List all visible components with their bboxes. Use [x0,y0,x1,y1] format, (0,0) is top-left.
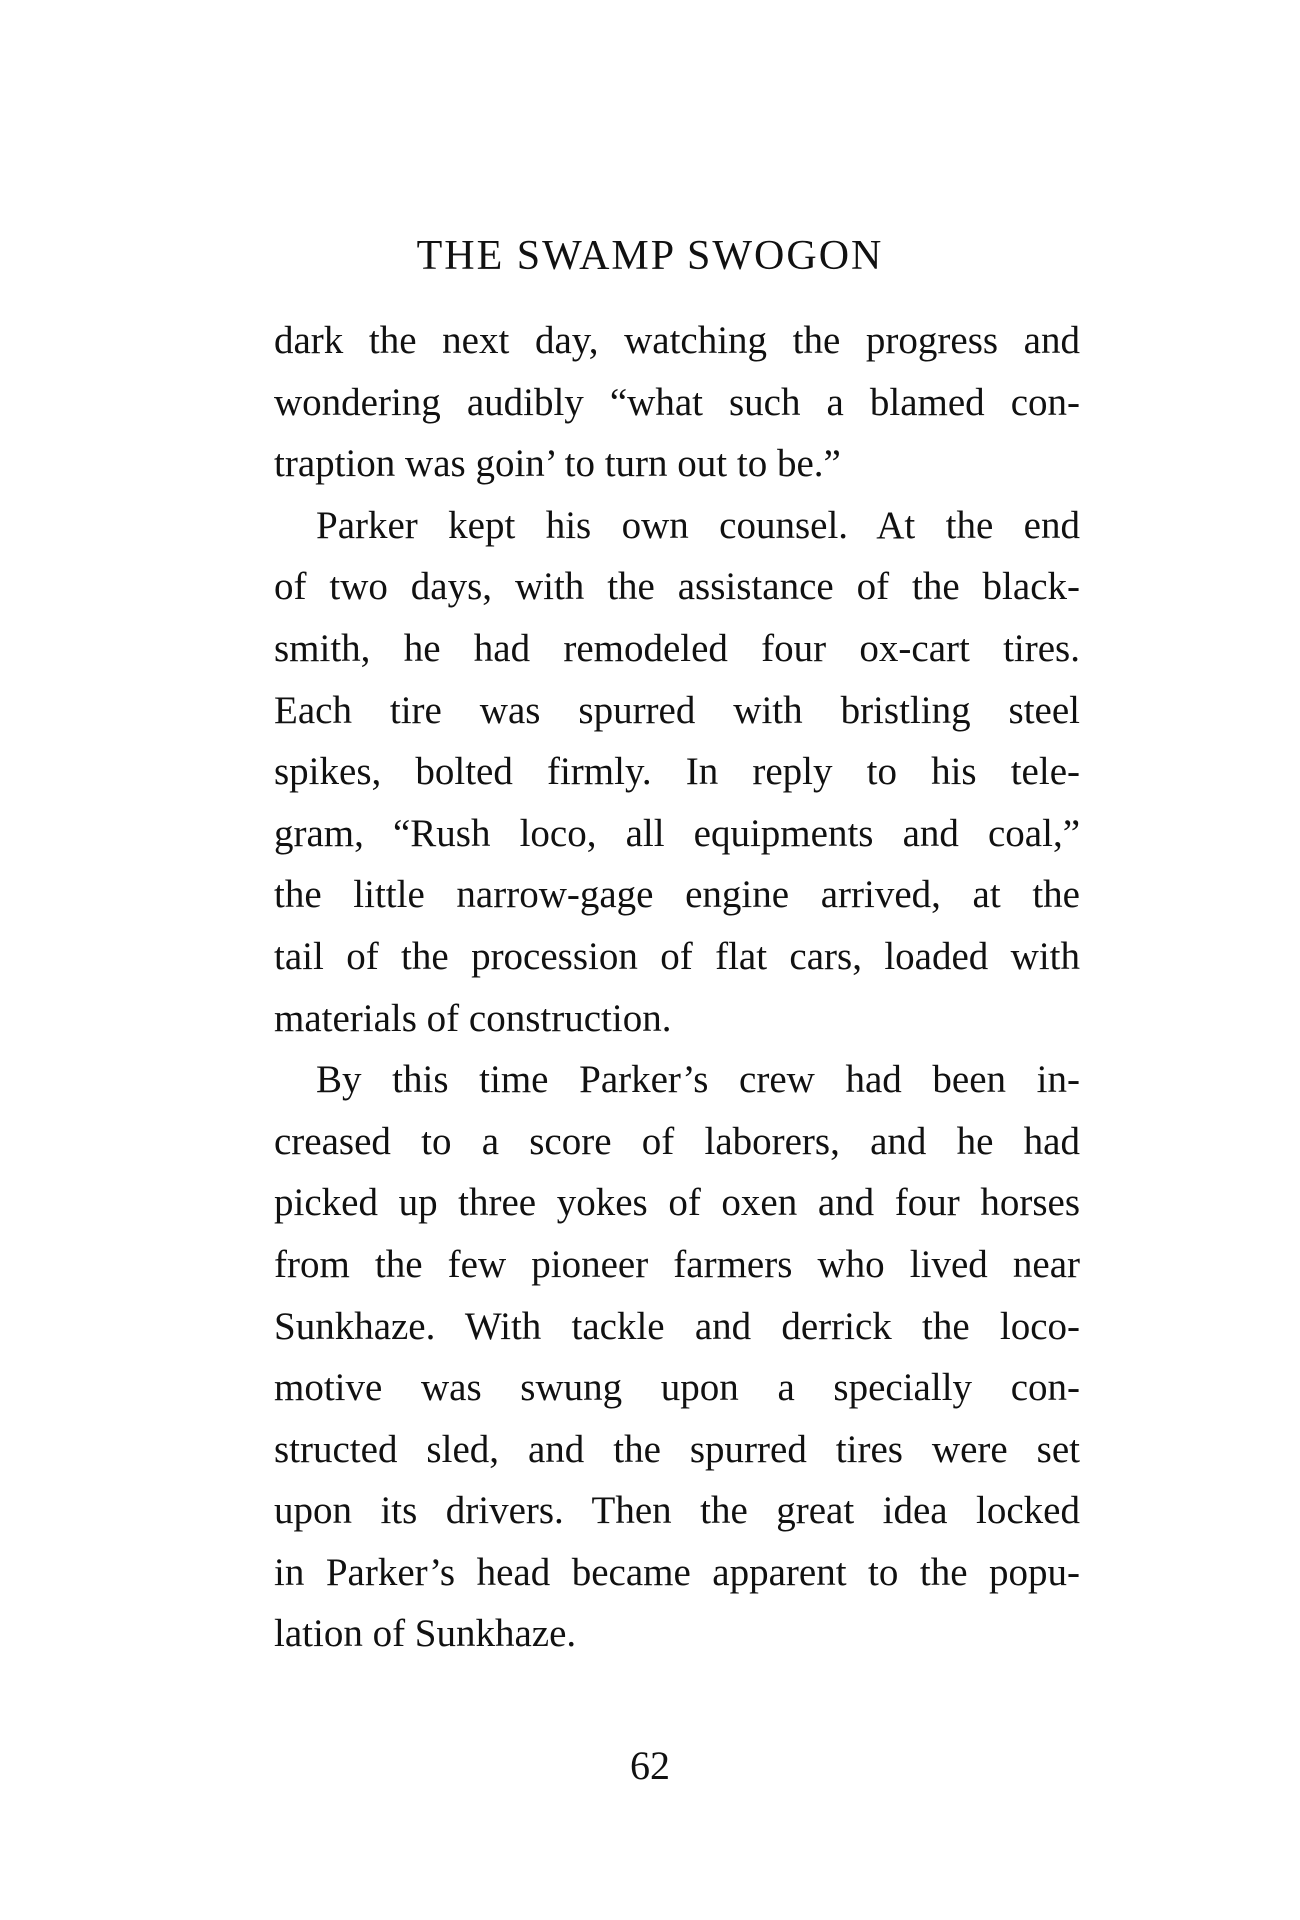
running-title: THE SWAMP SWOGON [416,233,884,279]
text-line: motive was swung upon a specially con- [274,1366,1080,1410]
text-line: of two days, with the assistance of the black- [274,565,1080,609]
paragraph [274,310,1080,495]
text-line: creased to a score of laborers, and he had [274,1119,1080,1163]
text-line: materials of construction. [274,996,672,1040]
text-line: in Parker’s head became apparent to the popu- [274,1550,1080,1594]
text-line: from the few pioneer farmers who lived near [274,1242,1080,1286]
text-line: Sunkhaze. With tackle and derrick the loco- [274,1304,1080,1348]
text-line: traption was goin’ to turn out to be.” [274,442,841,486]
text-line: By this time Parker’s crew had been in- [316,1058,1080,1102]
text-line: picked up three yokes of oxen and four horses [274,1181,1080,1225]
text-line: tail of the procession of flat cars, loaded with [274,934,1080,978]
text-line: spikes, bolted firmly. In reply to his tele- [274,750,1080,794]
text-line: the little narrow-gage engine arrived, at the [274,873,1080,917]
text-line: wondering audibly “what such a blamed con- [274,380,1080,424]
body-text [274,310,1080,1665]
paragraph [274,1049,1080,1665]
text-line: dark the next day, watching the progress and [274,319,1080,362]
text-line: lation of Sunkhaze. [274,1612,577,1656]
text-line: smith, he had remodeled four ox-cart tires. [274,626,1080,670]
page-number: 62 [630,1743,670,1788]
paragraph [274,495,1080,1049]
text-line: gram, “Rush loco, all equipments and coal,” [274,811,1080,855]
text-line: Each tire was spurred with bristling steel [274,688,1080,732]
text-line: structed sled, and the spurred tires were set [274,1427,1080,1471]
text-line: upon its drivers. Then the great idea locked [274,1489,1080,1533]
text-line: Parker kept his own counsel. At the end [316,503,1080,547]
